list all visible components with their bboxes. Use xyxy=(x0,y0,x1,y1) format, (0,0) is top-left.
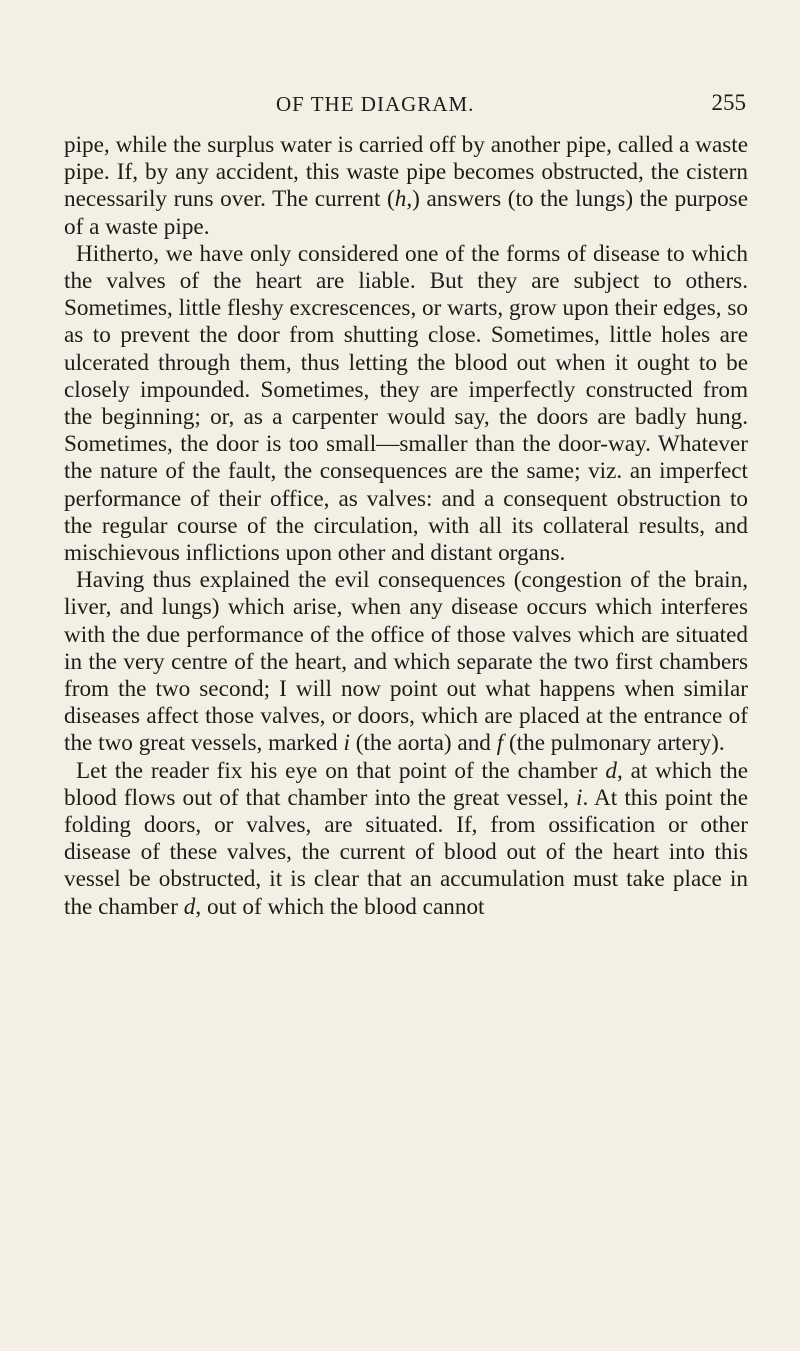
text-run: . At this point the folding doors, or valves, are situated. If, from ossification or other disease of these valves, the current of blood out of the heart into this vessel be obstructed, it is clear that an accumulation must take place in the chamber xyxy=(64,784,748,920)
italic-letter: d xyxy=(605,757,617,784)
text-run: Let the reader fix his eye on that point of the chamber xyxy=(76,757,606,784)
running-title: OF THE DIAGRAM. xyxy=(276,92,475,116)
text-run: pipe, while the surplus water is carried off by another pipe, called a waste pipe. If, by any accident, this waste pipe becomes obstructed, the cistern necessarily runs over. The current ( xyxy=(64,132,748,213)
italic-letter: h xyxy=(394,186,407,213)
italic-letter: i xyxy=(343,730,350,757)
italic-letter: f xyxy=(496,730,504,757)
text-run: , at which the blood flows out of that chamber into the great vessel, xyxy=(64,757,748,811)
text-run: ,) answers (to the lungs) the purpose of a waste pipe. xyxy=(64,186,748,240)
italic-letter: d xyxy=(183,893,196,920)
paragraph xyxy=(64,758,748,921)
page-number: 255 xyxy=(711,90,746,115)
italic-letter: i xyxy=(575,784,583,811)
text-run: , out of which the blood cannot xyxy=(195,893,485,920)
paragraph xyxy=(64,241,748,567)
body-text xyxy=(64,132,748,921)
text-run: Having thus explained the evil consequences (congestion of the brain, liver, and lungs) which arise, when any disease occurs which interferes with the due performance of the office of those valves which are situated in the very centre of the heart, and which separate the two first chambers from the two second; I will now point out what happens when similar diseases affect those valves, or doors, which are placed at the entrance of the two great vessels, marked xyxy=(64,567,748,757)
paragraph xyxy=(64,132,748,241)
running-head xyxy=(276,92,746,122)
text-run: (the pulmonary artery). xyxy=(503,730,725,757)
text-run: (the aorta) and xyxy=(349,730,497,757)
paragraph xyxy=(64,567,748,757)
text-run: Hitherto, we have only considered one of the forms of disease to which the valves of the heart are liable. But they are subject to others. Sometimes, little fleshy excrescences, or warts, grow upon their edges, so as to prevent the door from shutting close. Sometimes, little holes are ulcerated through them, thus letting the blood out when it ought to be closely impounded. Sometimes, they are imperfectly constructed from the beginning; or, as a carpenter would say, the doors are badly hung. Sometimes, the door is too small—smaller than the door-way. Whatever the nature of the fault, the consequences are the same; viz. an imperfect performance of their office, as valves: and a consequent obstruction to the regular course of the circulation, with all its collateral results, and mischievous inflictions upon other and distant organs. xyxy=(64,240,748,567)
